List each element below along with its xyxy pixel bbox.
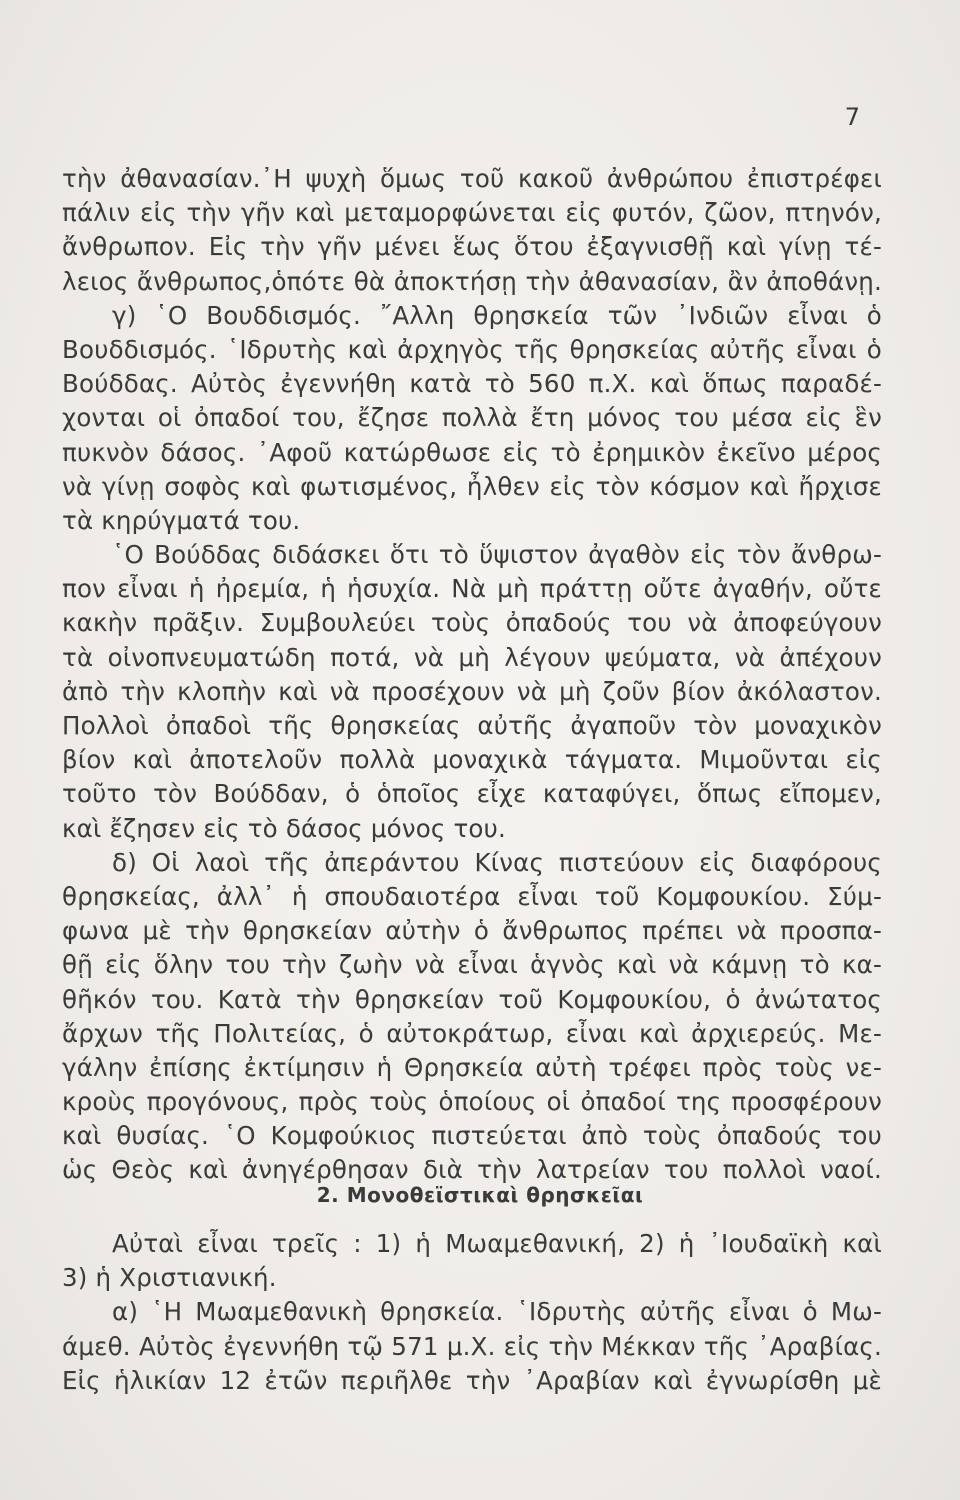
text-line: τὰ κηρύγματά του. xyxy=(62,505,301,535)
text-line: χονται οἱ ὀπαδοί του, ἔζησε πολλὰ ἔτη μόνος του μέσα εἰς ἓν xyxy=(62,403,882,433)
text-line: ἀπὸ τὴν κλοπὴν καὶ νὰ προσέχουν νὰ μὴ ζοῦν βίον ἀκόλαστον. xyxy=(62,676,882,706)
text-line: πον εἶναι ἡ ἠρεμία, ἡ ἡσυχία. Νὰ μὴ πράττῃ οὔτε ἀγαθήν, οὔτε xyxy=(62,574,882,604)
text-line: τοῦτο τὸν Βούδδαν, ὁ ὁποῖος εἶχε καταφύγει, ὅπως εἴπομεν, xyxy=(62,779,882,809)
body-text-section-1 xyxy=(62,162,882,1188)
text-line: τὴν ἀθανασίαν.᾿Η ψυχὴ ὅμως τοῦ κακοῦ ἀνθρώπου ἐπιστρέφει xyxy=(62,164,882,193)
text-line: Πολλοὶ ὀπαδοὶ τῆς θρησκείας αὐτῆς ἀγαποῦν τὸν μοναχικὸν xyxy=(62,711,882,740)
text-line: ἄνθρωπον. Εἰς τὴν γῆν μένει ἕως ὅτου ἐξαγνισθῇ καὶ γίνῃ τέ- xyxy=(62,232,882,262)
text-line: ὡς Θεὸς καὶ ἀνηγέρθησαν διὰ τὴν λατρείαν του πολλοὶ ναοί. xyxy=(62,1155,882,1185)
text-line: βίον καὶ ἀποτελοῦν πολλὰ μοναχικὰ τάγματα. Μιμοῦνται εἰς xyxy=(62,745,882,775)
text-line: πάλιν εἰς τὴν γῆν καὶ μεταμορφώνεται εἰς φυτόν, ζῶον, πτηνόν, xyxy=(62,198,882,228)
text-line: ἄρχων τῆς Πολιτείας, ὁ αὐτοκράτωρ, εἶναι καὶ ἀρχιερεύς. Με- xyxy=(62,1018,882,1048)
text-line: νὰ γίνῃ σοφὸς καὶ φωτισμένος, ἦλθεν εἰς τὸν κόσμον καὶ ἤρχισε xyxy=(62,471,882,501)
text-line: γ) ῾Ο Βουδδισμός. ῎Αλλη θρησκεία τῶν ᾿Ινδιῶν εἶναι ὁ xyxy=(112,300,882,330)
text-line: Αὐταὶ εἶναι τρεῖς : 1) ἡ Μωαμεθανική, 2) ἡ ᾿Ιουδαϊκὴ καὶ xyxy=(112,1229,882,1258)
text-line: δ) Οἱ λαοὶ τῆς ἀπεράντου Κίνας πιστεύουν εἰς διαφόρους xyxy=(112,847,882,877)
text-line: κακὴν πρᾶξιν. Συμβουλεύει τοὺς ὀπαδούς του νὰ ἀποφεύγουν xyxy=(62,608,882,638)
text-line: πυκνὸν δάσος. ᾿Αφοῦ κατώρθωσε εἰς τὸ ἐρημικὸν ἐκεῖνο μέρος xyxy=(62,437,882,467)
text-line: λειος ἄνθρωπος,ὁπότε θὰ ἀποκτήσῃ τὴν ἀθανασίαν, ἂν ἀποθάνῃ. xyxy=(62,266,882,296)
text-line: Βούδδας. Αὐτὸς ἐγεννήθη κατὰ τὸ 560 π.Χ. καὶ ὅπως παραδέ- xyxy=(62,369,882,399)
text-line: άμεθ. Αὐτὸς ἐγεννήθη τῷ 571 μ.Χ. εἰς τὴν Μέκκαν τῆς ᾿Αραβίας. xyxy=(62,1331,882,1361)
section-heading: 2. Μονοθεϊστικαὶ θρησκεῖαι xyxy=(316,1183,644,1207)
text-line: Βουδδισμός. ῾Ιδρυτὴς καὶ ἀρχηγὸς τῆς θρησκείας αὐτῆς εἶναι ὁ xyxy=(62,334,882,364)
text-line: τὰ οἰνοπνευματώδη ποτά, νὰ μὴ λέγουν ψεύματα, νὰ ἀπέχουν xyxy=(62,642,882,672)
text-line: Εἰς ἡλικίαν 12 ἐτῶν περιῆλθε τὴν ᾿Αραβίαν καὶ ἐγνωρίσθη μὲ xyxy=(62,1365,882,1395)
page-number: 7 xyxy=(844,103,860,131)
text-line: α) ῾Η Μωαμεθανικὴ θρησκεία. ῾Ιδρυτὴς αὐτῆς εἶναι ὁ Μω- xyxy=(112,1297,882,1327)
text-line: θρησκείας, ἀλλ᾿ ἡ σπουδαιοτέρα εἶναι τοῦ Κομφουκίου. Σύμ- xyxy=(62,881,882,911)
text-line: καὶ ἔζησεν εἰς τὸ δάσος μόνος του. xyxy=(62,813,506,843)
text-line: καὶ θυσίας. ῾Ο Κομφούκιος πιστεύεται ἀπὸ τοὺς ὀπαδούς του xyxy=(62,1121,882,1151)
text-line: κροὺς προγόνους, πρὸς τοὺς ὁποίους οἱ ὀπαδοί της προσφέρουν xyxy=(62,1087,882,1117)
text-line: ῾Ο Βούδδας διδάσκει ὅτι τὸ ὕψιστον ἀγαθὸν εἰς τὸν ἄνθρω- xyxy=(112,540,882,570)
text-line: φωνα μὲ τὴν θρησκείαν αὐτὴν ὁ ἄνθρωπος πρέπει νὰ προσπα- xyxy=(62,916,882,946)
text-line: θῇ εἰς ὅλην του τὴν ζωὴν νὰ εἶναι ἁγνὸς καὶ νὰ κάμνῃ τὸ κα- xyxy=(62,950,882,980)
text-line: γάλην ἐπίσης ἐκτίμησιν ἡ Θρησκεία αὐτὴ τρέφει πρὸς τοὺς νε- xyxy=(62,1052,882,1082)
text-line: θῆκόν του. Κατὰ τὴν θρησκείαν τοῦ Κομφουκίου, ὁ ἀνώτατος xyxy=(62,984,882,1014)
text-line: 3) ἡ Χριστιανική. xyxy=(62,1263,277,1293)
body-text-section-2 xyxy=(62,1227,882,1398)
